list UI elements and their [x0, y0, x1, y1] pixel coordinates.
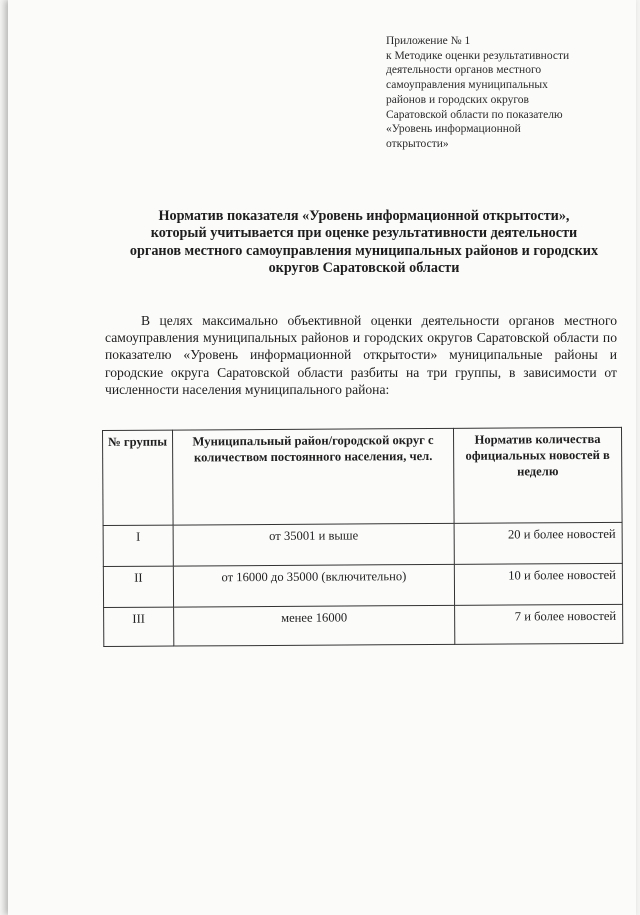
cell-population: от 16000 до 35000 (включительно)	[173, 564, 454, 607]
header-news-norm: Норматив количества официальных новостей в неделю	[453, 427, 622, 523]
table-row	[103, 522, 622, 566]
body-paragraph	[105, 312, 617, 398]
appendix-line: к Методике оценки результативности	[386, 49, 570, 62]
appendix-line: районов и городских округов	[386, 93, 529, 106]
norm-table	[102, 427, 623, 647]
cell-norm: 20 и более новостей	[454, 522, 622, 564]
title-line: который учитывается при оценке результативности деятельности	[150, 225, 578, 242]
cell-group: II	[103, 566, 173, 607]
header-population: Муниципальный район/городской округ с количеством постоянного населения, чел.	[173, 428, 455, 525]
appendix-line: «Уровень информационной	[386, 123, 521, 136]
appendix-line: самоуправления муниципальных	[386, 79, 548, 92]
table-header-row	[103, 427, 623, 525]
cell-group: III	[104, 607, 174, 646]
cell-population: от 35001 и выше	[173, 523, 454, 566]
paragraph-text: В целях максимально объективной оценки деятельности органов местного самоуправления муниципальных районов и городских округов Саратовской области по показателю «Уровень информационной открытости» муниципальные районы и городские округа Саратовской области разбиты на три группы, в зависимости от численности населения муниципального района:	[105, 313, 617, 397]
appendix-line: деятельности органов местного	[386, 64, 542, 77]
document-title	[108, 208, 620, 278]
table-row	[103, 563, 622, 607]
title-line: Норматив показателя «Уровень информационной открытости»,	[158, 208, 570, 224]
appendix-line: Саратовской области по показателю	[386, 108, 563, 121]
table-row	[104, 604, 623, 646]
appendix-note	[386, 34, 626, 152]
title-line: органов местного самоуправления муниципальных районов и городских	[129, 242, 599, 259]
cell-group: I	[103, 525, 173, 566]
cell-population: менее 16000	[174, 605, 455, 646]
appendix-line: Приложение № 1	[386, 35, 471, 47]
appendix-line: открытости»	[386, 137, 449, 150]
cell-norm: 10 и более новостей	[454, 563, 622, 605]
header-group-number: № группы	[103, 430, 174, 525]
document-page	[8, 0, 636, 915]
title-line: округов Саратовской области	[268, 260, 460, 277]
cell-norm: 7 и более новостей	[455, 604, 623, 644]
